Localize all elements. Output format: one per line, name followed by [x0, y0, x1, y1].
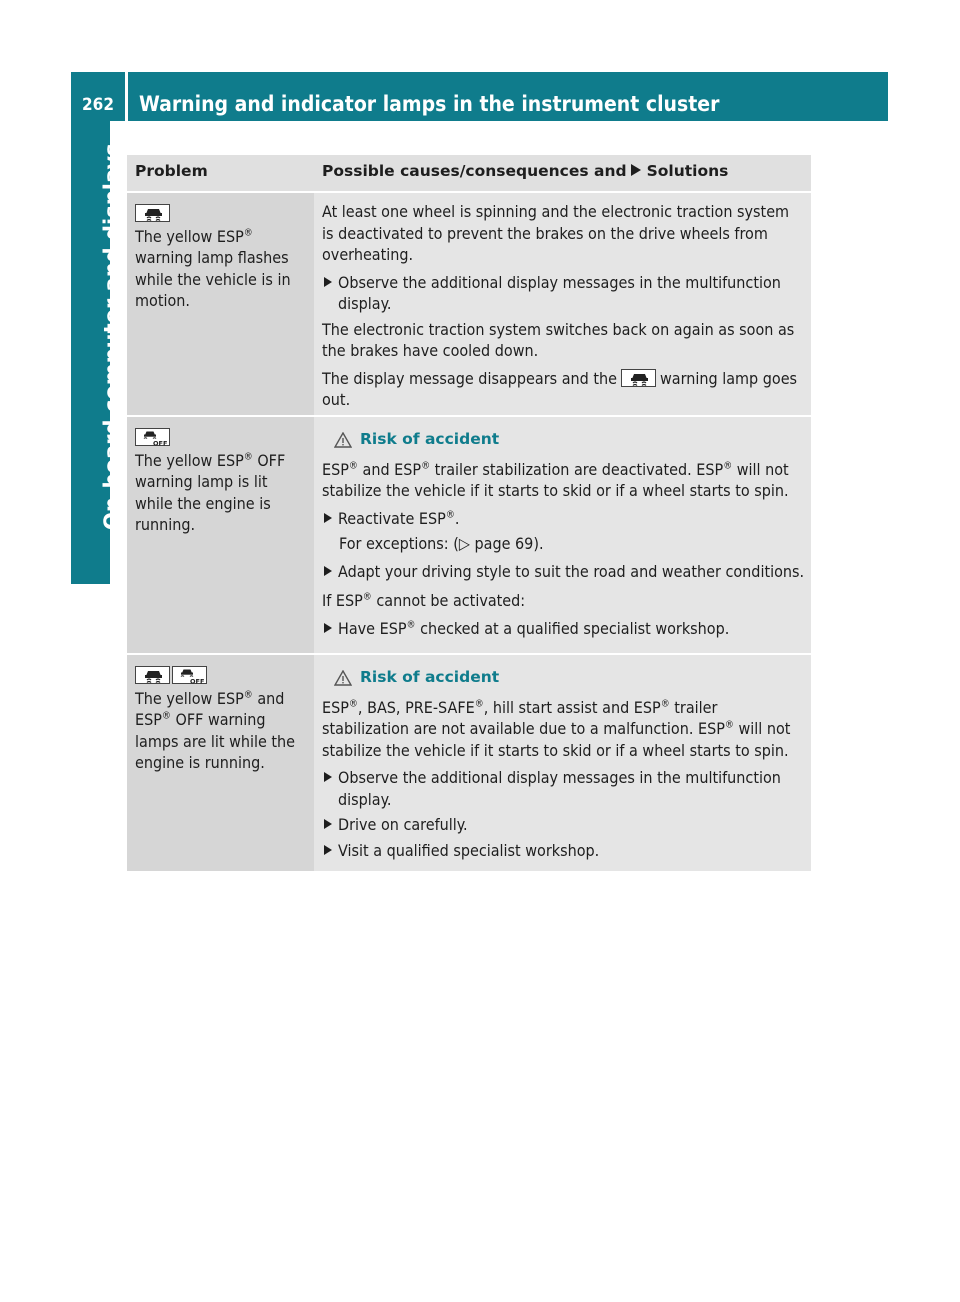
- page-number: 262: [82, 95, 114, 115]
- page-title: Warning and indicator lamps in the instrument cluster: [139, 92, 720, 116]
- registered-mark: ®: [660, 698, 670, 710]
- column-header-problem: Problem: [127, 155, 314, 191]
- text-part: ESP: [322, 697, 349, 717]
- text-part: will not stabilize the vehicle if it starts to skid or if a wheel starts to spin.: [322, 459, 789, 500]
- instruction-text: [338, 618, 805, 640]
- instruction-item: [322, 840, 805, 862]
- consequence-text: [322, 697, 805, 762]
- problem-cell: [127, 193, 314, 415]
- table-row: [127, 191, 811, 415]
- instruction-text: Observe the additional display messages in the multifunction display.: [338, 272, 781, 313]
- instruction-text: Visit a qualified specialist workshop.: [338, 840, 600, 860]
- registered-mark: ®: [724, 719, 734, 731]
- text-part: trailer stabilization are not available due to a malfunction. ESP: [322, 697, 725, 738]
- arrow-right-icon: [631, 164, 641, 176]
- text-part: cannot be activated:: [371, 591, 526, 610]
- risk-warning: [334, 429, 805, 451]
- registered-mark: ®: [243, 451, 253, 463]
- text-part: will not stabilize the vehicle if it starts to skid or if a wheel starts to spin.: [322, 719, 791, 760]
- registered-mark: ®: [348, 460, 358, 472]
- instruction-item: [322, 561, 805, 583]
- problem-text: OFF warning lamp is lit while the engine is running.: [135, 450, 286, 534]
- text-part: and ESP: [357, 459, 422, 479]
- risk-heading: Risk of accident: [360, 430, 500, 448]
- consequence-text: [322, 459, 805, 502]
- cause-text: [322, 368, 805, 411]
- risk-heading: Risk of accident: [360, 668, 500, 686]
- text-part: ESP: [322, 459, 349, 479]
- problem-cell: [127, 655, 314, 871]
- problem-text: The yellow ESP: [135, 688, 244, 708]
- registered-mark: ®: [348, 698, 358, 710]
- esp-warning-lamp-icon: [135, 204, 170, 222]
- instruction-text: [338, 508, 805, 530]
- registered-mark: ®: [406, 619, 416, 631]
- condition-text: [322, 590, 805, 612]
- registered-mark: ®: [243, 227, 253, 239]
- arrow-right-icon: [324, 772, 332, 782]
- instruction-item: [322, 508, 805, 530]
- text-part: Have ESP: [338, 618, 407, 638]
- registered-mark: ®: [474, 698, 484, 710]
- esp-off-warning-lamp-icon: [135, 428, 170, 446]
- problem-text: OFF warning lamps are lit while the engine is running.: [135, 710, 296, 772]
- arrow-right-icon: [324, 845, 332, 855]
- solution-cell: [314, 193, 811, 415]
- arrow-right-icon: [324, 819, 332, 829]
- instruction-item: [322, 272, 805, 315]
- arrow-right-icon: [324, 513, 332, 523]
- warning-triangle-icon: [334, 432, 352, 448]
- solution-cell: [314, 655, 811, 871]
- instruction-item: [322, 618, 805, 640]
- instruction-text: Drive on carefully.: [338, 815, 468, 834]
- text-part: Reactivate ESP: [338, 508, 446, 528]
- problem-text: warning lamp flashes while the vehicle is in motion.: [135, 248, 291, 310]
- text-part: , BAS, PRE-SAFE: [357, 697, 475, 717]
- cause-text-part: The display message disappears and the: [322, 368, 617, 388]
- instruction-item: [322, 814, 805, 836]
- registered-mark: ®: [445, 509, 455, 521]
- column-header-solutions-label: Solutions: [646, 162, 729, 180]
- page-reference: For exceptions: (▷ page 69).: [339, 534, 544, 553]
- registered-mark: ®: [161, 710, 171, 722]
- registered-mark: ®: [243, 689, 253, 701]
- text-part: trailer stabilization are deactivated. ESP: [430, 459, 724, 479]
- text-part: , hill start assist and ESP: [483, 697, 661, 717]
- problem-text: and ESP: [135, 688, 285, 729]
- cause-text-part: warning lamp goes out.: [322, 368, 798, 409]
- cause-text: The electronic traction system switches back on again as soon as the brakes have cooled down.: [322, 319, 795, 360]
- table-header-row: [127, 155, 811, 191]
- column-header-solutions: [314, 155, 811, 191]
- problem-cell: [127, 417, 314, 653]
- instruction-item: [322, 767, 805, 810]
- problem-text: The yellow ESP: [135, 450, 244, 470]
- instruction-text: Adapt your driving style to suit the road and weather conditions.: [338, 561, 805, 581]
- column-header-solutions-text: Possible causes/consequences and: [322, 162, 627, 180]
- problem-text: The yellow ESP: [135, 226, 244, 246]
- registered-mark: ®: [421, 460, 431, 472]
- table-row: [127, 653, 811, 871]
- text-part: If ESP: [322, 591, 363, 610]
- registered-mark: ®: [362, 591, 372, 603]
- warning-lamp-table: [127, 155, 811, 871]
- risk-warning: [334, 667, 805, 689]
- instruction-text: Observe the additional display messages in the multifunction display.: [338, 768, 781, 809]
- cause-text: At least one wheel is spinning and the electronic traction system is deactivated to prevent the brakes on the drive wheels from overheating.: [322, 202, 790, 264]
- arrow-right-icon: [324, 277, 332, 287]
- esp-warning-lamp-icon: [135, 666, 170, 684]
- esp-off-warning-lamp-icon: [172, 666, 207, 684]
- solution-cell: [314, 417, 811, 653]
- arrow-right-icon: [324, 566, 332, 576]
- esp-warning-lamp-icon: [621, 369, 656, 387]
- text-part: checked at a qualified specialist workshop.: [415, 618, 730, 638]
- side-section-label: On-board computer and displays: [100, 143, 124, 530]
- warning-triangle-icon: [334, 670, 352, 686]
- arrow-right-icon: [324, 623, 332, 633]
- header-divider: [125, 72, 128, 121]
- registered-mark: ®: [723, 460, 733, 472]
- text-part: .: [454, 508, 460, 528]
- table-row: [127, 415, 811, 653]
- page-header: [71, 72, 888, 121]
